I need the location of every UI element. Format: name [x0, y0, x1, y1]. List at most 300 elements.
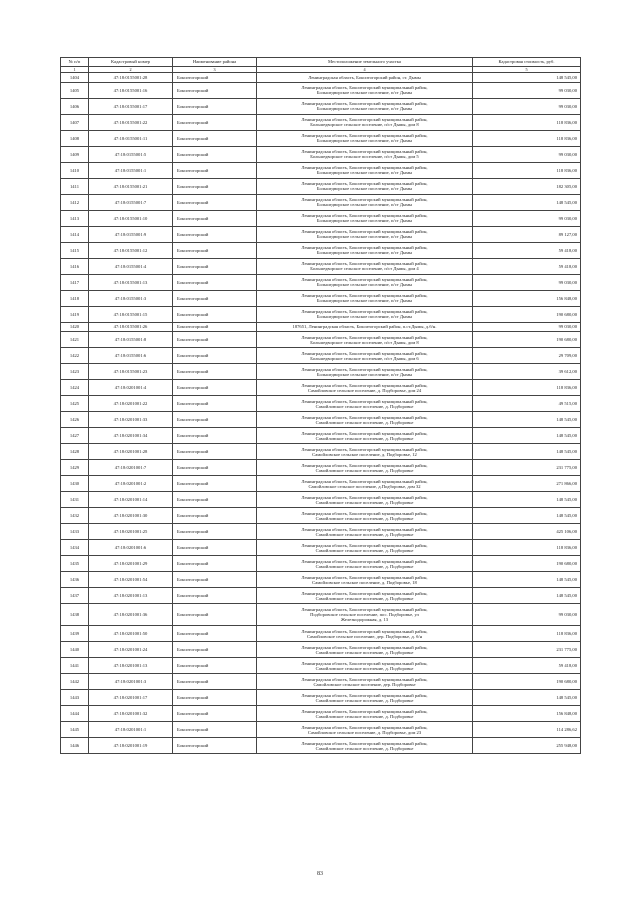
cadastral-number: 47:18:0201001:22	[89, 396, 173, 412]
district-name: Бокситогорский	[173, 332, 257, 348]
location-line: Ленинградская область, Бокситогорский муниципальный район,	[301, 149, 428, 154]
cadastral-number: 47:18:0201001:1	[89, 722, 173, 738]
location-line: Ленинградская область, Бокситогорский муниципальный район,	[301, 165, 428, 170]
location-cell	[257, 98, 473, 114]
cadastral-value: 99 030,00	[473, 146, 581, 162]
district-name: Бокситогорский	[173, 146, 257, 162]
location-line: Ленинградская область, Бокситогорский муниципальный район,	[301, 462, 428, 468]
cadastral-number: 47:18:0155001:11	[89, 130, 173, 146]
header-loc: Местоположение земельного участка	[257, 58, 473, 67]
table-row	[61, 642, 581, 658]
table-row	[61, 290, 581, 306]
location-cell	[257, 82, 473, 98]
cadastral-value: 148 545,00	[473, 508, 581, 524]
table-row	[61, 524, 581, 540]
cadastral-value: 99 030,00	[473, 82, 581, 98]
row-number: 1405	[61, 82, 89, 98]
district-name: Бокситогорский	[173, 658, 257, 674]
location-cell	[257, 348, 473, 364]
location-cell	[257, 674, 473, 690]
district-name: Бокситогорский	[173, 242, 257, 258]
location-line: Ленинградская область, Бокситогорский муниципальный район,	[301, 446, 428, 452]
district-name: Бокситогорский	[173, 274, 257, 290]
location-cell	[257, 178, 473, 194]
location-line: Большедворское сельское поселение, п/ст Дымы	[316, 218, 413, 224]
district-name: Бокситогорский	[173, 130, 257, 146]
location-line: Самойловское сельское поселение, д. Подборовье	[315, 697, 414, 703]
location-line: Ленинградская область, Бокситогорский муниципальный район,	[301, 181, 428, 186]
district-name: Бокситогорский	[173, 194, 257, 210]
location-line: Ленинградская область, Бокситогорский муниципальный район,	[301, 117, 428, 122]
district-name: Бокситогорский	[173, 460, 257, 476]
location-line: Железнодорожная, д. 13	[340, 617, 389, 623]
row-number: 1420	[61, 322, 89, 332]
location-line: Ленинградская область, Бокситогорский муниципальный район,	[301, 510, 428, 516]
location-line: Самойловское сельское поселение, д. Подборовье	[315, 435, 414, 441]
row-number: 1439	[61, 626, 89, 642]
cadastral-value: 148 545,00	[473, 444, 581, 460]
location-line: Ленинградская область, Бокситогорский муниципальный район,	[301, 430, 428, 436]
cadastral-number: 47:18:0155001:6	[89, 348, 173, 364]
row-number: 1407	[61, 114, 89, 130]
location-line: Самойловское сельское поселение, д. Подборовье	[315, 563, 414, 569]
location-line: Ленинградская область, Бокситогорский муниципальный район,	[301, 261, 428, 266]
row-number: 1412	[61, 194, 89, 210]
location-line: Самойловское сельское поселение, д. Подборовье	[315, 547, 414, 553]
cadastral-value: 255 948,00	[473, 738, 581, 754]
cadastral-number: 47:18:0155001:22	[89, 114, 173, 130]
district-name: Бокситогорский	[173, 114, 257, 130]
table-row	[61, 322, 581, 332]
location-cell	[257, 658, 473, 674]
table-row	[61, 226, 581, 242]
location-line: Ленинградская область, Бокситогорский муниципальный район,	[301, 542, 428, 548]
header-val: Кадастровая стоимость, руб.	[473, 58, 581, 67]
cadastral-number: 47:18:0201001:54	[89, 572, 173, 588]
location-cell	[257, 508, 473, 524]
table-row	[61, 194, 581, 210]
district-name: Бокситогорский	[173, 508, 257, 524]
table-row	[61, 73, 581, 83]
location-line: Ленинградская область, Бокситогорский муниципальный район,	[301, 724, 428, 730]
table-row	[61, 556, 581, 572]
location-line: Ленинградская область, Бокситогорский муниципальный район,	[301, 644, 428, 650]
location-line: Большедворское сельское поселение, п/ст Дымы	[316, 138, 413, 144]
row-number: 1444	[61, 706, 89, 722]
cadastral-value: 59 418,00	[473, 242, 581, 258]
location-line: Ленинградская область, Бокситогорский муниципальный район,	[301, 590, 428, 596]
location-cell	[257, 588, 473, 604]
cadastral-number: 47:18:0201001:17	[89, 690, 173, 706]
row-number: 1426	[61, 412, 89, 428]
table-row	[61, 210, 581, 226]
location-cell	[257, 738, 473, 754]
location-line: Самойловское сельское поселение, д. Подборовье	[315, 665, 414, 671]
cadastral-value: 425 106,00	[473, 524, 581, 540]
cadastral-number: 47:18:0155001:1	[89, 162, 173, 178]
location-line: Ленинградская область, Бокситогорский муниципальный район,	[301, 197, 428, 202]
district-name: Бокситогорский	[173, 98, 257, 114]
cadastral-number: 47:18:0201001:24	[89, 642, 173, 658]
location-cell	[257, 626, 473, 642]
row-number: 1430	[61, 476, 89, 492]
table-row	[61, 396, 581, 412]
table-row	[61, 306, 581, 322]
cadastral-number: 47:18:0201001:13	[89, 588, 173, 604]
location-cell	[257, 642, 473, 658]
location-cell	[257, 73, 473, 83]
cadastral-value: 49 515,00	[473, 396, 581, 412]
cadastral-value: 118 836,00	[473, 626, 581, 642]
location-cell	[257, 444, 473, 460]
location-line: Ленинградская область, Бокситогорский муниципальный район,	[301, 213, 428, 218]
location-line: Большедворское сельское поселение, п/ст Дымы	[316, 186, 413, 192]
location-line: Ленинградская область, Бокситогорский муниципальный район,	[301, 366, 428, 372]
district-name: Бокситогорский	[173, 556, 257, 572]
location-cell	[257, 194, 473, 210]
location-cell	[257, 162, 473, 178]
row-number: 1418	[61, 290, 89, 306]
district-name: Бокситогорский	[173, 604, 257, 626]
cadastral-number: 47:18:0201001:32	[89, 706, 173, 722]
row-number: 1440	[61, 642, 89, 658]
location-line: Большедворское сельское поселение, п/ст Дымы	[316, 314, 413, 320]
row-number: 1416	[61, 258, 89, 274]
location-line: Самойловское сельское поселение, д. Подборовье, дом 24	[307, 387, 422, 393]
table-row	[61, 540, 581, 556]
table-row	[61, 508, 581, 524]
cadastral-value: 231 775,00	[473, 642, 581, 658]
cadastral-number: 47:18:0201001:7	[89, 460, 173, 476]
district-name: Бокситогорский	[173, 412, 257, 428]
table-row	[61, 162, 581, 178]
cadastral-value: 148 545,00	[473, 428, 581, 444]
table-row	[61, 114, 581, 130]
cadastral-number: 47:18:0201001:30	[89, 508, 173, 524]
location-cell	[257, 460, 473, 476]
location-line: Ленинградская область, Бокситогорский муниципальный район,	[301, 574, 428, 580]
district-name: Бокситогорский	[173, 690, 257, 706]
cadastral-table	[60, 57, 581, 754]
district-name: Бокситогорский	[173, 364, 257, 380]
location-line: Самойловское сельское поселение, д.Подборовье, дом 32	[308, 483, 421, 489]
district-name: Бокситогорский	[173, 476, 257, 492]
location-cell	[257, 556, 473, 572]
district-name: Бокситогорский	[173, 396, 257, 412]
row-number: 1435	[61, 556, 89, 572]
row-number: 1425	[61, 396, 89, 412]
row-number: 1436	[61, 572, 89, 588]
location-cell	[257, 210, 473, 226]
location-line: Ленинградская область, Бокситогорский район, ст. Дымы	[308, 74, 421, 80]
district-name: Бокситогорский	[173, 306, 257, 322]
cadastral-value: 99 030,00	[473, 210, 581, 226]
table-row	[61, 130, 581, 146]
location-line: Ленинградская область, Бокситогорский муниципальный район,	[301, 414, 428, 420]
table-row	[61, 380, 581, 396]
cadastral-number: 47:18:0201001:2	[89, 476, 173, 492]
location-cell	[257, 146, 473, 162]
cadastral-number: 47:18:0155001:23	[89, 364, 173, 380]
row-number: 1438	[61, 604, 89, 626]
row-number: 1442	[61, 674, 89, 690]
header-kad: Кадастровый номер	[89, 58, 173, 67]
row-number: 1404	[61, 73, 89, 83]
location-line: Ленинградская область, Бокситогорский муниципальный район,	[301, 676, 428, 682]
cadastral-value: 148 545,00	[473, 194, 581, 210]
district-name: Бокситогорский	[173, 290, 257, 306]
location-line: Ленинградская область, Бокситогорский муниципальный район,	[301, 692, 428, 698]
location-line: Ленинградская область, Бокситогорский муниципальный район,	[301, 133, 428, 138]
cadastral-value: 190 680,00	[473, 306, 581, 322]
location-line: Большедворское сельское поселение, п/ст Дымы, дом 5	[310, 154, 419, 160]
cadastral-value: 190 680,00	[473, 332, 581, 348]
location-line: Самойловское сельское поселение, дер. Подборовье, д. б/н	[306, 633, 423, 639]
location-line: Ленинградская область, Бокситогорский муниципальный район,	[301, 229, 428, 234]
table-row	[61, 674, 581, 690]
location-line: Большедворское сельское поселение, п/ст Дымы	[316, 90, 413, 96]
cadastral-number: 47:18:0155001:26	[89, 322, 173, 332]
cadastral-value: 148 545,00	[473, 588, 581, 604]
location-line: Самойловское сельское поселение, д. Подборовье, 18	[312, 579, 417, 585]
location-line: Ленинградская область, Бокситогорский муниципальный район,	[301, 398, 428, 404]
location-line: Самойловское сельское поселение, д. Подборовье	[315, 403, 414, 409]
page-number: 83	[317, 871, 323, 877]
cadastral-value: 118 836,00	[473, 380, 581, 396]
cadastral-number: 47:18:0155001:10	[89, 210, 173, 226]
row-number: 1443	[61, 690, 89, 706]
location-line: Ленинградская область, Бокситогорский муниципальный район,	[301, 382, 428, 388]
cadastral-number: 47:18:0155001:12	[89, 242, 173, 258]
table-row	[61, 178, 581, 194]
location-line: Самойловское сельское поселение, д. Подборовье	[315, 745, 414, 751]
location-cell	[257, 114, 473, 130]
location-cell	[257, 492, 473, 508]
cadastral-value: 182 305,00	[473, 178, 581, 194]
location-line: Подборовское сельское поселение, пос. Подборовье, ул	[310, 612, 419, 618]
location-cell	[257, 412, 473, 428]
district-name: Бокситогорский	[173, 540, 257, 556]
row-number: 1411	[61, 178, 89, 194]
location-line: 187651, Ленинградская область, Бокситогорский район, п.ст.Дымы, д.б/н.	[292, 324, 437, 330]
district-name: Бокситогорский	[173, 572, 257, 588]
row-number: 1433	[61, 524, 89, 540]
district-name: Бокситогорский	[173, 626, 257, 642]
location-line: Самойловское сельское поселение, д. Подборовье	[315, 419, 414, 425]
cadastral-value: 148 545,00	[473, 73, 581, 83]
location-line: Большедворское сельское поселение, п/ст Дымы	[316, 250, 413, 256]
cadastral-value: 114 286,62	[473, 722, 581, 738]
location-line: Большедворское сельское поселение, п/ст Дымы	[316, 170, 413, 176]
cadastral-number: 47:18:0155001:7	[89, 194, 173, 210]
document-page	[60, 57, 580, 754]
cadastral-value: 59 418,00	[473, 258, 581, 274]
location-line: Самойловское сельское поселение, д. Подборовье, дом 23	[307, 729, 422, 735]
location-line: Большедворское сельское поселение, п/ст Дымы	[316, 282, 413, 288]
location-cell	[257, 322, 473, 332]
cadastral-value: 148 545,00	[473, 572, 581, 588]
location-line: Ленинградская область, Бокситогорский муниципальный район,	[301, 478, 428, 484]
row-number: 1419	[61, 306, 89, 322]
location-cell	[257, 130, 473, 146]
location-cell	[257, 706, 473, 722]
district-name: Бокситогорский	[173, 348, 257, 364]
row-number: 1421	[61, 332, 89, 348]
location-line: Ленинградская область, Бокситогорский муниципальный район,	[301, 277, 428, 282]
location-line: Ленинградская область, Бокситогорский муниципальный район,	[301, 293, 428, 298]
cadastral-number: 47:18:0201001:34	[89, 428, 173, 444]
location-cell	[257, 604, 473, 626]
location-line: Самойловское сельское поселение, дер. Подборовье	[313, 681, 416, 687]
district-name: Бокситогорский	[173, 524, 257, 540]
district-name: Бокситогорский	[173, 492, 257, 508]
table-row	[61, 274, 581, 290]
cadastral-value: 89 127,00	[473, 226, 581, 242]
location-line: Самойловское сельское поселение, д. Подборовье	[315, 467, 414, 473]
row-number: 1409	[61, 146, 89, 162]
location-line: Большедворское сельское поселение, п/ст Дымы	[316, 298, 413, 304]
cadastral-number: 47:18:0155001:16	[89, 82, 173, 98]
location-line: Самойловское сельское поселение, д. Подборовье	[315, 649, 414, 655]
district-name: Бокситогорский	[173, 674, 257, 690]
cadastral-number: 47:18:0201001:33	[89, 412, 173, 428]
cadastral-number: 47:18:0155001:5	[89, 146, 173, 162]
location-line: Ленинградская область, Бокситогорский муниципальный район,	[301, 334, 428, 340]
cadastral-value: 148 545,00	[473, 412, 581, 428]
cadastral-number: 47:18:0201001:36	[89, 604, 173, 626]
table-row	[61, 460, 581, 476]
table-row	[61, 444, 581, 460]
cadastral-number: 47:18:0155001:17	[89, 98, 173, 114]
location-cell	[257, 540, 473, 556]
header-num: № п/п	[61, 58, 89, 67]
location-cell	[257, 274, 473, 290]
district-name: Бокситогорский	[173, 444, 257, 460]
location-cell	[257, 476, 473, 492]
cadastral-value: 118 836,00	[473, 114, 581, 130]
district-name: Бокситогорский	[173, 258, 257, 274]
row-number: 1422	[61, 348, 89, 364]
location-cell	[257, 364, 473, 380]
district-name: Бокситогорский	[173, 226, 257, 242]
table-row	[61, 242, 581, 258]
location-cell	[257, 380, 473, 396]
row-number: 1434	[61, 540, 89, 556]
location-line: Ленинградская область, Бокситогорский муниципальный район,	[301, 740, 428, 746]
cadastral-number: 47:18:0155001:21	[89, 178, 173, 194]
district-name: Бокситогорский	[173, 722, 257, 738]
location-cell	[257, 290, 473, 306]
location-line: Большедворское сельское поселение, п/ст Дымы	[316, 234, 413, 240]
cadastral-number: 47:18:0201001:29	[89, 556, 173, 572]
district-name: Бокситогорский	[173, 380, 257, 396]
cadastral-value: 148 545,00	[473, 492, 581, 508]
table-row	[61, 706, 581, 722]
row-number: 1432	[61, 508, 89, 524]
row-number: 1431	[61, 492, 89, 508]
location-cell	[257, 524, 473, 540]
row-number: 1424	[61, 380, 89, 396]
cadastral-value: 156 848,00	[473, 706, 581, 722]
location-line: Ленинградская область, Бокситогорский муниципальный район,	[301, 526, 428, 532]
cadastral-number: 47:18:0201001:28	[89, 444, 173, 460]
row-number: 1445	[61, 722, 89, 738]
table-row	[61, 428, 581, 444]
cadastral-value: 99 030,00	[473, 98, 581, 114]
table-row	[61, 492, 581, 508]
cadastral-value: 190 680,00	[473, 674, 581, 690]
cadastral-value: 99 030,00	[473, 274, 581, 290]
cadastral-number: 47:18:0201001:4	[89, 380, 173, 396]
index-cell: 1	[61, 67, 89, 73]
cadastral-number: 47:18:0201001:13	[89, 658, 173, 674]
location-cell	[257, 332, 473, 348]
cadastral-value: 271 866,00	[473, 476, 581, 492]
cadastral-number: 47:18:0155001:8	[89, 332, 173, 348]
location-line: Самойловское сельское поселение, д. Подборовье, 12	[312, 451, 417, 457]
location-cell	[257, 722, 473, 738]
cadastral-number: 47:18:0155001:3	[89, 290, 173, 306]
table-row	[61, 738, 581, 754]
cadastral-number: 47:18:0155001:28	[89, 73, 173, 83]
table-row	[61, 722, 581, 738]
row-number: 1423	[61, 364, 89, 380]
location-line: Ленинградская область, Бокситогорский муниципальный район,	[301, 494, 428, 500]
table-row	[61, 98, 581, 114]
table-row	[61, 412, 581, 428]
location-line: Самойловское сельское поселение, д. Подборовье	[315, 499, 414, 505]
row-number: 1417	[61, 274, 89, 290]
row-number: 1410	[61, 162, 89, 178]
cadastral-value: 99 030,00	[473, 322, 581, 332]
cadastral-value: 118 836,00	[473, 130, 581, 146]
index-cell: 3	[173, 67, 257, 73]
cadastral-number: 47:18:0155001:13	[89, 274, 173, 290]
table-row	[61, 364, 581, 380]
district-name: Бокситогорский	[173, 428, 257, 444]
district-name: Бокситогорский	[173, 738, 257, 754]
location-line: Самойловское сельское поселение, д. Подборовье	[315, 595, 414, 601]
location-line: Ленинградская область, Бокситогорский муниципальный район,	[301, 708, 428, 714]
location-cell	[257, 690, 473, 706]
table-row	[61, 258, 581, 274]
location-line: Ленинградская область, Бокситогорский муниципальный район,	[301, 628, 428, 634]
district-name: Бокситогорский	[173, 162, 257, 178]
row-number: 1428	[61, 444, 89, 460]
district-name: Бокситогорский	[173, 82, 257, 98]
cadastral-number: 47:18:0155001:4	[89, 258, 173, 274]
location-cell	[257, 428, 473, 444]
cadastral-value: 148 545,00	[473, 690, 581, 706]
cadastral-number: 47:18:0201001:19	[89, 738, 173, 754]
location-line: Самойловское сельское поселение, д. Подборовье	[315, 713, 414, 719]
location-line: Ленинградская область, Бокситогорский муниципальный район,	[301, 309, 428, 314]
cadastral-number: 47:18:0201001:6	[89, 540, 173, 556]
row-number: 1408	[61, 130, 89, 146]
location-line: Большедворское сельское поселение, п/ст Дымы	[316, 371, 413, 377]
table-row	[61, 476, 581, 492]
table-row	[61, 604, 581, 626]
row-number: 1414	[61, 226, 89, 242]
table-row	[61, 690, 581, 706]
row-number: 1429	[61, 460, 89, 476]
index-cell: 5	[473, 67, 581, 73]
cadastral-number: 47:18:0201001:25	[89, 524, 173, 540]
district-name: Бокситогорский	[173, 210, 257, 226]
table-row	[61, 588, 581, 604]
cadastral-value: 99 030,00	[473, 604, 581, 626]
header-dist: Наименование района	[173, 58, 257, 67]
